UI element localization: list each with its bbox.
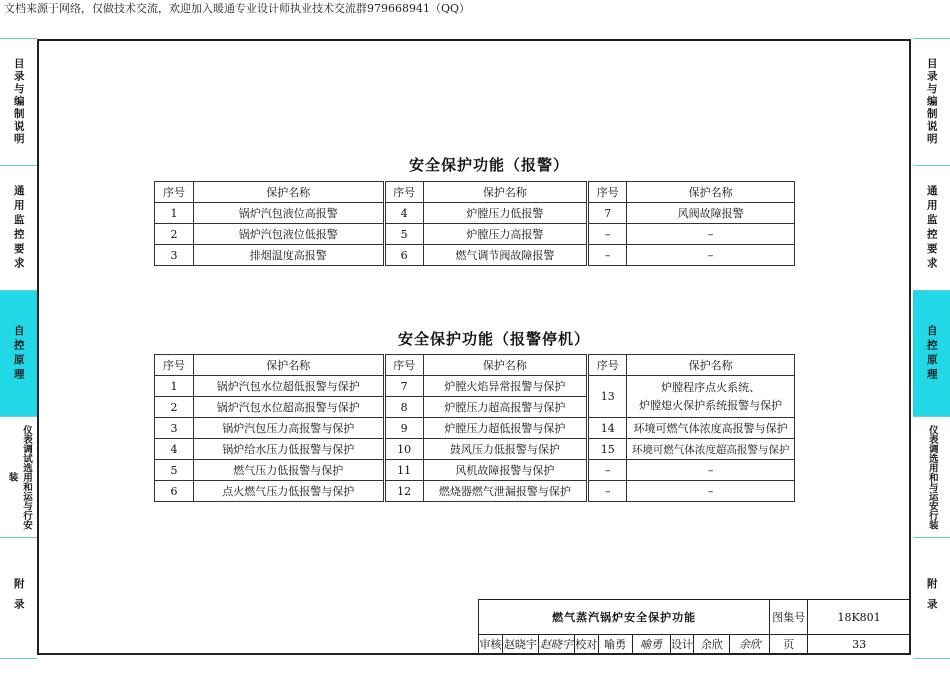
cell: 炉膛压力超低报警与保护 <box>423 418 588 439</box>
alarm-table <box>154 181 795 266</box>
tab-label: 通用监控要求 <box>12 184 25 272</box>
cell: – <box>627 460 795 481</box>
tab-label: 附录 <box>12 577 25 619</box>
cell: 环境可燃气体浓度超高报警与保护 <box>627 439 795 460</box>
tab-contents[interactable] <box>913 38 950 166</box>
title-block <box>478 599 911 655</box>
design-label: 设计 <box>670 635 694 654</box>
cell: – <box>588 245 627 266</box>
cell: – <box>627 245 795 266</box>
page-number: 33 <box>808 635 911 654</box>
tab-appendix[interactable] <box>913 537 950 659</box>
cell: 风机故障报警与保护 <box>423 460 588 481</box>
col-header: 保护名称 <box>423 355 588 376</box>
tab-contents[interactable] <box>0 38 37 166</box>
cell: 2 <box>155 397 194 418</box>
title-block-table <box>478 599 911 654</box>
cell-line: 炉膛熄火保护系统报警与保护 <box>639 398 783 412</box>
cell: 11 <box>384 460 423 481</box>
review-label: 审核 <box>479 635 503 654</box>
cell: 7 <box>588 203 627 224</box>
atlas-label: 图集号 <box>770 600 808 635</box>
tab-appendix[interactable] <box>0 537 37 659</box>
cell: 环境可燃气体浓度高报警与保护 <box>627 418 795 439</box>
review-name: 赵晓宇 <box>502 635 538 654</box>
cell: – <box>588 460 627 481</box>
cell: 3 <box>155 245 194 266</box>
cell: 锅炉汽包水位超高报警与保护 <box>193 397 384 418</box>
cell: 燃气调节阀故障报警 <box>423 245 588 266</box>
col-header: 保护名称 <box>627 355 795 376</box>
cell: – <box>627 224 795 245</box>
cell: 8 <box>384 397 423 418</box>
table-row <box>155 460 795 481</box>
table-header-row <box>155 182 795 203</box>
table-row <box>155 224 795 245</box>
check-signature: 喻勇 <box>632 635 670 654</box>
tab-instrument-installation[interactable] <box>0 416 37 538</box>
cell: 鼓风压力低报警与保护 <box>423 439 588 460</box>
table-row <box>155 245 795 266</box>
cell: 4 <box>155 439 194 460</box>
cell: 12 <box>384 481 423 502</box>
cell: 7 <box>384 376 423 397</box>
tab-instrument-installation[interactable] <box>913 416 950 538</box>
cell: 锅炉汽包液位低报警 <box>193 224 384 245</box>
cell: 1 <box>155 376 194 397</box>
cell: 10 <box>384 439 423 460</box>
col-header: 保护名称 <box>627 182 795 203</box>
cell: 锅炉汽包水位超低报警与保护 <box>193 376 384 397</box>
tab-label: 目录与编制说明 <box>12 58 25 146</box>
col-header: 保护名称 <box>193 182 384 203</box>
cell: 2 <box>155 224 194 245</box>
table-header-row <box>155 355 795 376</box>
cell: 6 <box>155 481 194 502</box>
table-row <box>155 376 795 397</box>
tab-label: 仪表调试选用和运与行安装 <box>6 424 32 530</box>
table-row <box>155 203 795 224</box>
cell: 燃烧器燃气泄漏报警与保护 <box>423 481 588 502</box>
cell: 5 <box>155 460 194 481</box>
design-name: 余欣 <box>694 635 730 654</box>
cell: 燃气压力低报警与保护 <box>193 460 384 481</box>
table1-title: 安全保护功能（报警） <box>409 156 570 174</box>
header-note: 文档来源于网络，仅做技术交流，欢迎加入暖通专业设计师执业技术交流群979668941（QQ） <box>4 2 471 15</box>
col-header: 保护名称 <box>193 355 384 376</box>
cell: 5 <box>384 224 423 245</box>
tab-label: 自控原理 <box>12 324 25 383</box>
cell: 6 <box>384 245 423 266</box>
cell: 锅炉汽包液位高报警 <box>193 203 384 224</box>
cell: 炉膛压力超高报警与保护 <box>423 397 588 418</box>
cell: 15 <box>588 439 627 460</box>
table-row <box>155 439 795 460</box>
check-name: 喻勇 <box>598 635 632 654</box>
cell: 点火燃气压力低报警与保护 <box>193 481 384 502</box>
table-row <box>155 481 795 502</box>
check-label: 校对 <box>574 635 598 654</box>
cell: 排烟温度高报警 <box>193 245 384 266</box>
table2-title: 安全保护功能（报警停机） <box>398 330 591 348</box>
cell: – <box>588 481 627 502</box>
cell: 3 <box>155 418 194 439</box>
table-row <box>155 418 795 439</box>
cell: 炉膛压力低报警 <box>423 203 588 224</box>
cell: 锅炉汽包压力高报警与保护 <box>193 418 384 439</box>
col-header: 序号 <box>155 355 194 376</box>
tab-label: 自控原理 <box>925 324 938 383</box>
cell: 炉膛火焰异常报警与保护 <box>423 376 588 397</box>
atlas-number: 18K801 <box>808 600 911 635</box>
col-header: 序号 <box>588 355 627 376</box>
cell: 13 <box>588 376 627 418</box>
cell-line: 炉膛程序点火系统、 <box>661 380 761 394</box>
tab-control-principle[interactable] <box>913 290 950 417</box>
tab-label: 通用监控要求 <box>925 184 938 272</box>
tab-label: 附录 <box>925 577 938 619</box>
tab-control-principle[interactable] <box>0 290 37 417</box>
tab-general-requirements[interactable] <box>913 165 950 291</box>
cell: 锅炉给水压力低报警与保护 <box>193 439 384 460</box>
alarm-shutdown-table <box>154 354 795 502</box>
cell: 1 <box>155 203 194 224</box>
tab-general-requirements[interactable] <box>0 165 37 291</box>
cell: 风阀故障报警 <box>627 203 795 224</box>
col-header: 序号 <box>384 355 423 376</box>
col-header: 序号 <box>155 182 194 203</box>
cell: 炉膛压力高报警 <box>423 224 588 245</box>
design-signature: 余欣 <box>730 635 770 654</box>
cell: 9 <box>384 418 423 439</box>
col-header: 保护名称 <box>423 182 588 203</box>
cell: – <box>588 224 627 245</box>
tab-label: 目录与编制说明 <box>925 58 938 146</box>
tab-label: 仪表调选用和与运安行装 <box>926 424 938 530</box>
cell-item13 <box>627 376 795 418</box>
review-signature: 赵晓宇 <box>538 635 574 654</box>
cell: 4 <box>384 203 423 224</box>
drawing-title: 燃气蒸汽锅炉安全保护功能 <box>479 600 770 635</box>
col-header: 序号 <box>588 182 627 203</box>
col-header: 序号 <box>384 182 423 203</box>
cell: – <box>627 481 795 502</box>
cell: 14 <box>588 418 627 439</box>
page-label: 页 <box>770 635 808 654</box>
